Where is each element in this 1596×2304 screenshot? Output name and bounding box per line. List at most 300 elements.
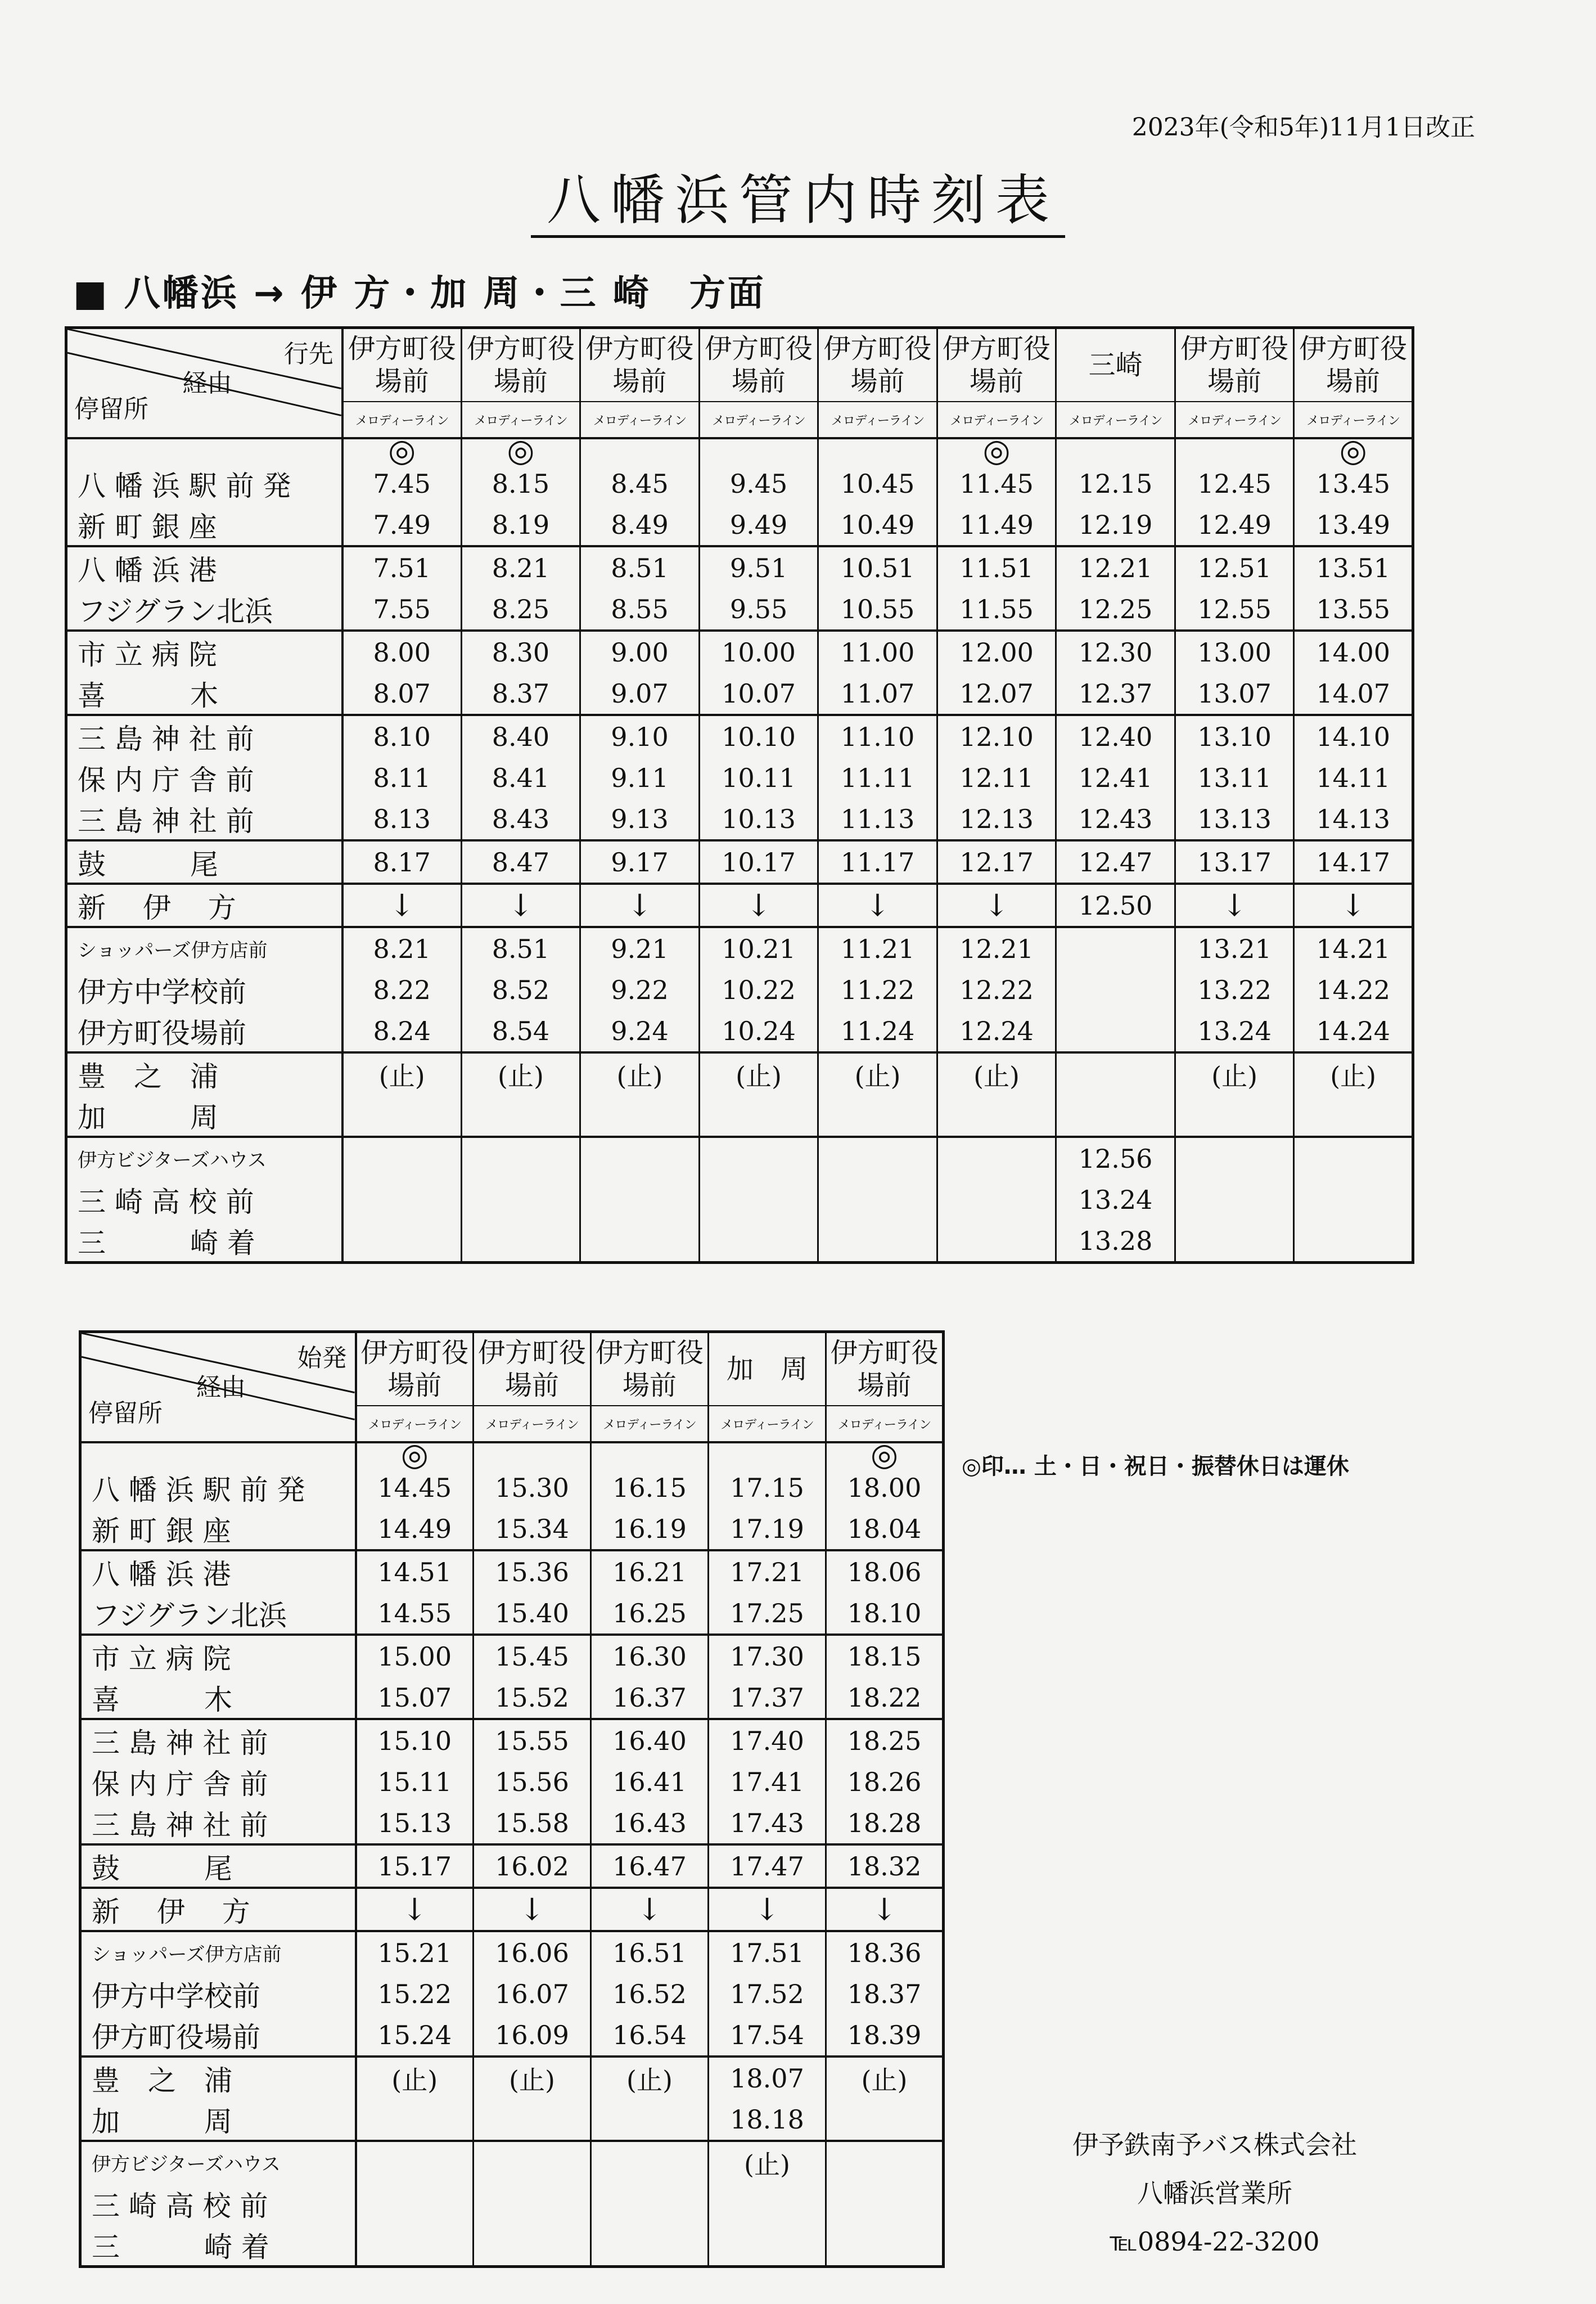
departure-time: 15.56 bbox=[474, 1761, 591, 1802]
stop-name bbox=[80, 1592, 356, 1635]
page-title-text: 八幡浜管内時刻表 bbox=[531, 169, 1065, 238]
departure-time: 16.52 bbox=[591, 1973, 709, 2014]
column-route: メロディーライン bbox=[474, 1406, 591, 1442]
stop-name bbox=[80, 1931, 356, 1973]
departure-time: 15.21 bbox=[356, 1931, 474, 1973]
departure-time bbox=[826, 2099, 944, 2141]
departure-time: 12.10 bbox=[937, 715, 1056, 757]
departure-time: 12.17 bbox=[937, 840, 1056, 884]
departure-time: 11.21 bbox=[818, 927, 937, 969]
departure-time: 14.22 bbox=[1294, 969, 1413, 1010]
stop-name bbox=[66, 969, 342, 1010]
departure-time: 14.24 bbox=[1294, 1010, 1413, 1052]
departure-time bbox=[461, 1095, 580, 1137]
company-name: 伊予鉄南予バス株式会社 bbox=[1072, 2130, 1357, 2160]
departure-time: 8.17 bbox=[342, 840, 462, 884]
departure-time: 16.30 bbox=[591, 1635, 709, 1677]
departure-time: 15.00 bbox=[356, 1635, 474, 1677]
departure-time: 15.55 bbox=[474, 1719, 591, 1761]
stop-name bbox=[80, 1508, 356, 1550]
departure-time: 9.17 bbox=[580, 840, 700, 884]
departure-time: 8.10 bbox=[342, 715, 462, 757]
stop-name-label: 三 崎 高 校 前 bbox=[92, 2189, 268, 2222]
pass-arrow: ↓ bbox=[709, 1888, 826, 1931]
departure-time: 12.19 bbox=[1056, 504, 1175, 546]
departure-time: 10.55 bbox=[818, 588, 937, 631]
pass-arrow: ↓ bbox=[818, 884, 937, 927]
departure-time: 18.04 bbox=[826, 1508, 944, 1550]
column-route: メロディーライン bbox=[591, 1406, 709, 1442]
stop-name bbox=[66, 504, 342, 546]
departure-time bbox=[1175, 1095, 1294, 1137]
departure-time bbox=[818, 1095, 937, 1137]
stop-name bbox=[66, 840, 342, 884]
pass-arrow: ↓ bbox=[580, 884, 700, 927]
departure-time: 18.28 bbox=[826, 1802, 944, 1844]
stop-name-label: 伊方ビジターズハウス bbox=[78, 1149, 267, 1172]
stop-name bbox=[66, 1095, 342, 1137]
corner-route-label: 経由 bbox=[182, 369, 232, 398]
corner-dest-label: 始発 bbox=[297, 1344, 347, 1372]
stop-name-label: フジグラン北浜 bbox=[92, 1599, 287, 1632]
stop-name-label: 喜 木 bbox=[78, 679, 218, 712]
departure-time: 9.10 bbox=[580, 715, 700, 757]
departure-time: 12.21 bbox=[1056, 546, 1175, 588]
pass-arrow: ↓ bbox=[474, 1888, 591, 1931]
departure-time bbox=[699, 1095, 818, 1137]
stop-name bbox=[66, 673, 342, 715]
stop-name-label: 新 町 銀 座 bbox=[78, 510, 217, 543]
departure-time bbox=[591, 2224, 709, 2267]
departure-time: 12.50 bbox=[1056, 884, 1175, 927]
departure-time bbox=[1056, 969, 1175, 1010]
stop-name bbox=[66, 1179, 342, 1220]
departure-time: 12.07 bbox=[937, 673, 1056, 715]
stop-name bbox=[80, 1888, 356, 1931]
departure-time: 13.49 bbox=[1294, 504, 1413, 546]
stop-name-label: 新 伊 方 bbox=[92, 1895, 250, 1928]
departure-time bbox=[461, 1179, 580, 1220]
departure-time: 11.51 bbox=[937, 546, 1056, 588]
departure-time: 8.00 bbox=[342, 631, 462, 673]
departure-time: 17.47 bbox=[709, 1844, 826, 1888]
departure-time: (止) bbox=[1175, 1052, 1294, 1095]
company-block bbox=[1012, 2121, 1417, 2266]
departure-time: 12.25 bbox=[1056, 588, 1175, 631]
departure-time bbox=[474, 2099, 591, 2141]
departure-time: 18.26 bbox=[826, 1761, 944, 1802]
stop-name bbox=[80, 1719, 356, 1761]
departure-time bbox=[818, 1220, 937, 1263]
column-destination: 伊方町役場前 bbox=[474, 1332, 591, 1406]
stop-name bbox=[80, 1635, 356, 1677]
departure-time: 11.55 bbox=[937, 588, 1056, 631]
departure-time: 15.30 bbox=[474, 1467, 591, 1508]
stop-name-label: 三 島 神 社 前 bbox=[92, 1808, 268, 1842]
stop-name bbox=[80, 1677, 356, 1719]
departure-time bbox=[474, 2141, 591, 2183]
departure-time: 17.30 bbox=[709, 1635, 826, 1677]
corner-dest-label: 行先 bbox=[283, 340, 333, 368]
departure-time: 14.45 bbox=[356, 1467, 474, 1508]
stop-name bbox=[80, 1467, 356, 1508]
departure-time: 17.21 bbox=[709, 1550, 826, 1592]
column-route: メロディーライン bbox=[937, 402, 1056, 438]
weekday-only-mark bbox=[580, 438, 700, 463]
column-route: メロディーライン bbox=[1056, 402, 1175, 438]
departure-time: 13.28 bbox=[1056, 1220, 1175, 1263]
departure-time bbox=[699, 1220, 818, 1263]
corner-stop-label: 停留所 bbox=[74, 395, 148, 424]
departure-time: 9.00 bbox=[580, 631, 700, 673]
departure-time bbox=[591, 2141, 709, 2183]
stop-name bbox=[66, 798, 342, 840]
departure-time: 10.11 bbox=[699, 757, 818, 798]
departure-time bbox=[1056, 1052, 1175, 1095]
stop-name bbox=[66, 927, 342, 969]
departure-time: 12.56 bbox=[1056, 1137, 1175, 1179]
stop-name-label: 鼓 尾 bbox=[92, 1852, 232, 1885]
departure-time: 12.11 bbox=[937, 757, 1056, 798]
departure-time: 8.37 bbox=[461, 673, 580, 715]
departure-time: 18.18 bbox=[709, 2099, 826, 2141]
section-title: ■ 八幡浜 → 伊 方・加 周・三 崎 方面 bbox=[73, 273, 766, 314]
weekday-only-mark: ◎ bbox=[342, 438, 462, 463]
departure-time: 17.52 bbox=[709, 1973, 826, 2014]
departure-time: 12.47 bbox=[1056, 840, 1175, 884]
departure-time: 18.36 bbox=[826, 1931, 944, 1973]
departure-time: (止) bbox=[580, 1052, 700, 1095]
departure-time: 7.51 bbox=[342, 546, 462, 588]
departure-time: 13.21 bbox=[1175, 927, 1294, 969]
departure-time: (止) bbox=[474, 2056, 591, 2099]
departure-time: 13.17 bbox=[1175, 840, 1294, 884]
departure-time: 14.13 bbox=[1294, 798, 1413, 840]
departure-time: 13.11 bbox=[1175, 757, 1294, 798]
departure-time: 9.22 bbox=[580, 969, 700, 1010]
departure-time bbox=[580, 1220, 700, 1263]
departure-time: 17.40 bbox=[709, 1719, 826, 1761]
departure-time bbox=[591, 2099, 709, 2141]
column-destination: 伊方町役場前 bbox=[342, 328, 462, 402]
departure-time: 9.07 bbox=[580, 673, 700, 715]
departure-time: 14.11 bbox=[1294, 757, 1413, 798]
column-route: メロディーライン bbox=[342, 402, 462, 438]
column-route: メロディーライン bbox=[1294, 402, 1413, 438]
company-office: 八幡浜営業所 bbox=[1137, 2178, 1292, 2208]
timetable-morning bbox=[65, 326, 1414, 1264]
revision-date: 2023年(令和5年)11月1日改正 bbox=[1131, 113, 1475, 142]
weekday-only-mark: ◎ bbox=[461, 438, 580, 463]
departure-time: 12.00 bbox=[937, 631, 1056, 673]
departure-time: 8.54 bbox=[461, 1010, 580, 1052]
column-destination: 三崎 bbox=[1056, 328, 1175, 402]
stop-name-label: 豊 之 浦 bbox=[78, 1060, 218, 1093]
departure-time: 18.37 bbox=[826, 1973, 944, 2014]
departure-time: 18.06 bbox=[826, 1550, 944, 1592]
departure-time bbox=[1294, 1137, 1413, 1179]
stop-name bbox=[66, 884, 342, 927]
departure-time: 11.45 bbox=[937, 463, 1056, 504]
departure-time: 16.19 bbox=[591, 1508, 709, 1550]
page-title bbox=[0, 158, 1596, 235]
departure-time: 16.15 bbox=[591, 1467, 709, 1508]
departure-time: 18.07 bbox=[709, 2056, 826, 2099]
departure-time: 15.24 bbox=[356, 2014, 474, 2056]
departure-time: 8.24 bbox=[342, 1010, 462, 1052]
departure-time: (止) bbox=[461, 1052, 580, 1095]
departure-time: 11.22 bbox=[818, 969, 937, 1010]
departure-time bbox=[580, 1179, 700, 1220]
stop-name bbox=[66, 757, 342, 798]
departure-time: 9.13 bbox=[580, 798, 700, 840]
departure-time: 13.22 bbox=[1175, 969, 1294, 1010]
stop-name-label: 三 島 神 社 前 bbox=[78, 722, 254, 755]
departure-time: 12.30 bbox=[1056, 631, 1175, 673]
departure-time bbox=[1294, 1179, 1413, 1220]
departure-time: 12.41 bbox=[1056, 757, 1175, 798]
departure-time: 14.21 bbox=[1294, 927, 1413, 969]
departure-time: 11.17 bbox=[818, 840, 937, 884]
departure-time bbox=[474, 2224, 591, 2267]
weekday-only-mark: ◎ bbox=[937, 438, 1056, 463]
mark-row-spacer bbox=[80, 1442, 356, 1467]
departure-time: 8.30 bbox=[461, 631, 580, 673]
departure-time: 9.45 bbox=[699, 463, 818, 504]
column-destination: 伊方町役場前 bbox=[826, 1332, 944, 1406]
departure-time: 17.37 bbox=[709, 1677, 826, 1719]
weekday-only-mark: ◎ bbox=[1294, 438, 1413, 463]
departure-time: 10.10 bbox=[699, 715, 818, 757]
departure-time bbox=[1056, 1010, 1175, 1052]
departure-time: 17.19 bbox=[709, 1508, 826, 1550]
stop-name bbox=[66, 1220, 342, 1263]
departure-time bbox=[1175, 1220, 1294, 1263]
stop-name-label: 三 島 神 社 前 bbox=[78, 804, 254, 838]
departure-time: 10.07 bbox=[699, 673, 818, 715]
stop-name-label: 伊方町役場前 bbox=[78, 1016, 246, 1050]
departure-time: 13.55 bbox=[1294, 588, 1413, 631]
weekday-only-mark: ◎ bbox=[826, 1442, 944, 1467]
departure-time: 9.55 bbox=[699, 588, 818, 631]
departure-time: 8.40 bbox=[461, 715, 580, 757]
departure-time: 10.24 bbox=[699, 1010, 818, 1052]
pass-arrow: ↓ bbox=[461, 884, 580, 927]
departure-time: (止) bbox=[342, 1052, 462, 1095]
stop-name bbox=[80, 2099, 356, 2141]
departure-time: 16.47 bbox=[591, 1844, 709, 1888]
departure-time: 12.49 bbox=[1175, 504, 1294, 546]
departure-time: 15.58 bbox=[474, 1802, 591, 1844]
departure-time: 18.25 bbox=[826, 1719, 944, 1761]
departure-time: 16.21 bbox=[591, 1550, 709, 1592]
departure-time: 14.55 bbox=[356, 1592, 474, 1635]
stop-name-label: 加 周 bbox=[92, 2105, 232, 2138]
departure-time bbox=[699, 1179, 818, 1220]
departure-time: (止) bbox=[699, 1052, 818, 1095]
header-corner bbox=[80, 1332, 356, 1443]
departure-time bbox=[342, 1095, 462, 1137]
departure-time: 15.34 bbox=[474, 1508, 591, 1550]
departure-time: (止) bbox=[818, 1052, 937, 1095]
stop-name-label: 保 内 庁 舎 前 bbox=[92, 1767, 268, 1801]
stop-name bbox=[80, 1550, 356, 1592]
column-destination: 伊方町役場前 bbox=[580, 328, 700, 402]
departure-time: 8.22 bbox=[342, 969, 462, 1010]
departure-time: 9.11 bbox=[580, 757, 700, 798]
departure-time: 12.22 bbox=[937, 969, 1056, 1010]
stop-name-label: 三 島 神 社 前 bbox=[92, 1726, 268, 1760]
departure-time: 10.21 bbox=[699, 927, 818, 969]
departure-time: 15.11 bbox=[356, 1761, 474, 1802]
stop-name bbox=[66, 715, 342, 757]
stop-name-label: 豊 之 浦 bbox=[92, 2064, 232, 2097]
weekday-only-mark bbox=[709, 1442, 826, 1467]
departure-time bbox=[826, 2183, 944, 2224]
column-route: メロディーライン bbox=[461, 402, 580, 438]
departure-time: 8.51 bbox=[580, 546, 700, 588]
column-destination: 伊方町役場前 bbox=[1175, 328, 1294, 402]
stop-name-label: 新 町 銀 座 bbox=[92, 1514, 231, 1547]
stop-name-label: 市 立 病 院 bbox=[78, 638, 217, 671]
departure-time bbox=[1175, 1179, 1294, 1220]
departure-time: 8.47 bbox=[461, 840, 580, 884]
departure-time bbox=[818, 1137, 937, 1179]
stop-name-label: 伊方中学校前 bbox=[78, 975, 246, 1009]
column-destination: 伊方町役場前 bbox=[699, 328, 818, 402]
departure-time: 18.15 bbox=[826, 1635, 944, 1677]
departure-time: 8.19 bbox=[461, 504, 580, 546]
departure-time: 14.10 bbox=[1294, 715, 1413, 757]
stop-name-label: 伊方ビジターズハウス bbox=[92, 2153, 281, 2176]
departure-time bbox=[826, 2224, 944, 2267]
weekday-only-mark: ◎ bbox=[356, 1442, 474, 1467]
departure-time: 14.07 bbox=[1294, 673, 1413, 715]
departure-time: 10.13 bbox=[699, 798, 818, 840]
stop-name bbox=[66, 1010, 342, 1052]
departure-time: (止) bbox=[356, 2056, 474, 2099]
departure-time: 18.10 bbox=[826, 1592, 944, 1635]
departure-time bbox=[826, 2141, 944, 2183]
departure-time: 8.49 bbox=[580, 504, 700, 546]
stop-name-label: フジグラン北浜 bbox=[78, 595, 273, 628]
stop-name-label: 三 崎 高 校 前 bbox=[78, 1185, 254, 1218]
departure-time: 15.13 bbox=[356, 1802, 474, 1844]
departure-time: 7.55 bbox=[342, 588, 462, 631]
stop-name bbox=[66, 588, 342, 631]
departure-time: 12.37 bbox=[1056, 673, 1175, 715]
departure-time bbox=[342, 1220, 462, 1263]
departure-time: 16.51 bbox=[591, 1931, 709, 1973]
stop-name bbox=[66, 546, 342, 588]
departure-time: 15.36 bbox=[474, 1550, 591, 1592]
departure-time bbox=[937, 1220, 1056, 1263]
departure-time: 16.37 bbox=[591, 1677, 709, 1719]
header-corner bbox=[66, 328, 342, 439]
departure-time: 10.17 bbox=[699, 840, 818, 884]
departure-time bbox=[342, 1137, 462, 1179]
departure-time: (止) bbox=[1294, 1052, 1413, 1095]
timetable-afternoon bbox=[79, 1330, 945, 2268]
pass-arrow: ↓ bbox=[342, 884, 462, 927]
departure-time: 16.09 bbox=[474, 2014, 591, 2056]
column-route: メロディーライン bbox=[826, 1406, 944, 1442]
departure-time: 11.11 bbox=[818, 757, 937, 798]
departure-time: 11.10 bbox=[818, 715, 937, 757]
departure-time: 18.39 bbox=[826, 2014, 944, 2056]
departure-time: 16.54 bbox=[591, 2014, 709, 2056]
departure-time bbox=[1056, 927, 1175, 969]
departure-time: 15.45 bbox=[474, 1635, 591, 1677]
stop-name-label: 加 周 bbox=[78, 1101, 218, 1134]
departure-time bbox=[356, 2141, 474, 2183]
departure-time bbox=[1175, 1137, 1294, 1179]
departure-time bbox=[356, 2224, 474, 2267]
stop-name bbox=[80, 2141, 356, 2183]
company-tel: ℡0894-22-3200 bbox=[1110, 2226, 1320, 2257]
departure-time: 10.00 bbox=[699, 631, 818, 673]
departure-time: 16.02 bbox=[474, 1844, 591, 1888]
departure-time: 13.45 bbox=[1294, 463, 1413, 504]
departure-time: 17.25 bbox=[709, 1592, 826, 1635]
stop-name-label: 三 崎 着 bbox=[92, 2230, 269, 2264]
departure-time: 7.49 bbox=[342, 504, 462, 546]
mark-row-spacer bbox=[66, 438, 342, 463]
departure-time: 11.13 bbox=[818, 798, 937, 840]
departure-time: (止) bbox=[591, 2056, 709, 2099]
departure-time: (止) bbox=[937, 1052, 1056, 1095]
column-route: メロディーライン bbox=[580, 402, 700, 438]
weekday-only-mark bbox=[1056, 438, 1175, 463]
departure-time: 15.40 bbox=[474, 1592, 591, 1635]
departure-time: 8.11 bbox=[342, 757, 462, 798]
departure-time: 8.43 bbox=[461, 798, 580, 840]
departure-time: 17.43 bbox=[709, 1802, 826, 1844]
departure-time: 10.49 bbox=[818, 504, 937, 546]
departure-time: 8.51 bbox=[461, 927, 580, 969]
weekday-only-mark bbox=[474, 1442, 591, 1467]
departure-time: 12.21 bbox=[937, 927, 1056, 969]
stop-name-label: 市 立 病 院 bbox=[92, 1642, 231, 1675]
departure-time: 12.43 bbox=[1056, 798, 1175, 840]
departure-time bbox=[818, 1179, 937, 1220]
departure-time: 14.17 bbox=[1294, 840, 1413, 884]
pass-arrow: ↓ bbox=[937, 884, 1056, 927]
departure-time: 16.43 bbox=[591, 1802, 709, 1844]
stop-name-label: 伊方中学校前 bbox=[92, 1979, 260, 2013]
stop-name bbox=[80, 1844, 356, 1888]
departure-time bbox=[937, 1095, 1056, 1137]
departure-time: 12.40 bbox=[1056, 715, 1175, 757]
departure-time: 13.00 bbox=[1175, 631, 1294, 673]
stop-name bbox=[80, 2014, 356, 2056]
departure-time: 12.45 bbox=[1175, 463, 1294, 504]
departure-time: 8.13 bbox=[342, 798, 462, 840]
column-destination: 伊方町役場前 bbox=[818, 328, 937, 402]
departure-time: 16.25 bbox=[591, 1592, 709, 1635]
stop-name bbox=[80, 2224, 356, 2267]
stop-name bbox=[80, 2183, 356, 2224]
stop-name bbox=[66, 631, 342, 673]
departure-time: 12.51 bbox=[1175, 546, 1294, 588]
departure-time: 15.22 bbox=[356, 1973, 474, 2014]
departure-time: 16.41 bbox=[591, 1761, 709, 1802]
departure-time: 15.17 bbox=[356, 1844, 474, 1888]
departure-time: 17.54 bbox=[709, 2014, 826, 2056]
departure-time bbox=[1056, 1095, 1175, 1137]
stop-name-label: ショッパーズ伊方店前 bbox=[92, 1943, 282, 1966]
departure-time: 17.15 bbox=[709, 1467, 826, 1508]
